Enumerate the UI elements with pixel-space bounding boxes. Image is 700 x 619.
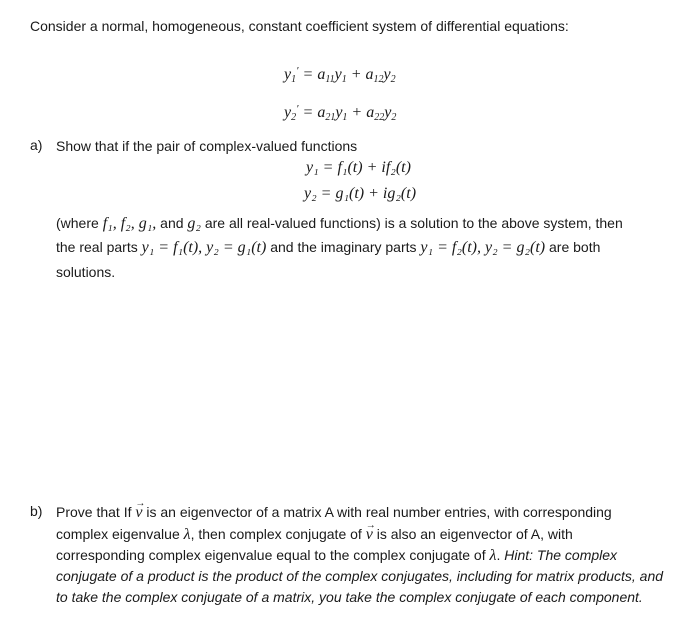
vector-v: → v <box>366 526 373 544</box>
part-b-line-3: corresponding complex eigenvalue equal to the complex conjugate of λ. Hint: The complex <box>56 547 618 564</box>
part-a-where-line: (where f₁, f₂, g₁, and g₂ are all real-valued functions) is a solution to the above system, then <box>56 215 623 232</box>
lambda-symbol: λ <box>183 526 191 543</box>
part-b-hint-3: to take the complex conjugate of a matrix, you take the complex conjugate of each component. <box>56 589 643 605</box>
part-b-marker: b) <box>30 503 43 519</box>
part-a-prompt: Show that if the pair of complex-valued functions <box>56 138 358 154</box>
part-b-line-1: Prove that If → v is an eigenvector of a matrix A with real number entries, with corresponding <box>56 503 612 522</box>
solution-y1: y₁ = f₁(t) + if₂(t) <box>306 159 411 176</box>
part-b-line-2: complex eigenvalue λ, then complex conjugate of → v is also an eigenvector of A, with <box>56 525 573 544</box>
part-b-hint-2: conjugate of a product is the product of the complex conjugates, including for matrix products, and <box>56 568 664 584</box>
part-a-marker: a) <box>30 137 43 153</box>
part-a-end: solutions. <box>56 264 116 280</box>
part-a-real-imag-line: the real parts y₁ = f₁(t), y₂ = g₁(t) and the imaginary parts y₁ = f₂(t), y₂ = g₂(t) are both <box>56 239 601 256</box>
equation-2: $y_2' = a_{21}y_1 + a_{22}y_2$ <box>284 103 397 123</box>
vector-v: → v <box>135 504 142 522</box>
equation-1: $y_1' = a_{11}y_1 + a_{12}y_2$ <box>284 65 396 85</box>
solution-y2: y₂ = g₁(t) + ig₂(t) <box>304 185 417 202</box>
lambda-symbol: λ <box>489 547 497 564</box>
intro-text: Consider a normal, homogeneous, constant coefficient system of differential equations: <box>30 18 569 34</box>
